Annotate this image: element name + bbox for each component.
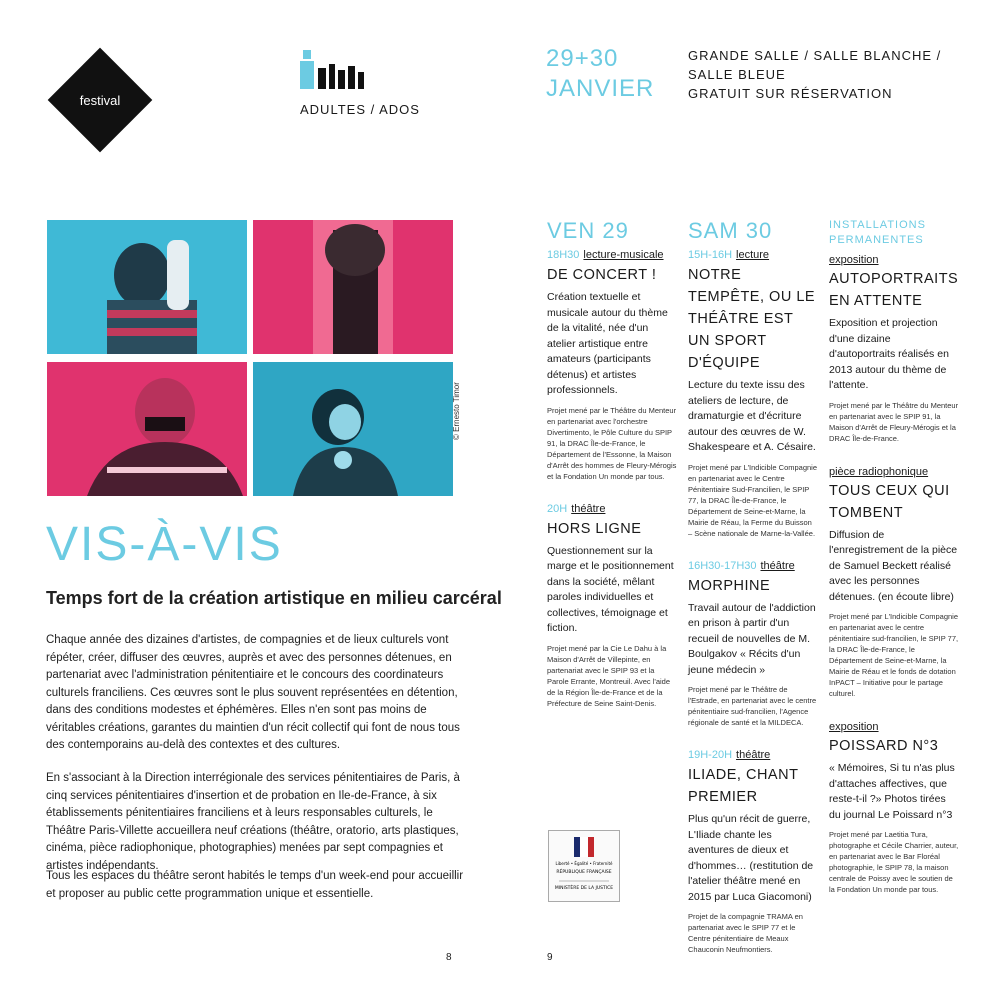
venue-line: GRATUIT SUR RÉSERVATION <box>688 86 893 101</box>
event-header <box>688 559 818 573</box>
event-type: théâtre <box>571 502 606 515</box>
installation-title: AUTOPORTRAITS EN ATTENTE <box>829 271 959 309</box>
installation-type: exposition <box>829 721 879 733</box>
friday-column <box>547 218 677 709</box>
saturday-column <box>688 218 818 955</box>
page-title: VIS-À-VIS <box>46 518 283 571</box>
installation-description: Exposition et projection d'une dizaine d'autoportraits réalisés en 2013 autour du thème de l'attente. <box>829 317 949 391</box>
event-title: ILIADE, CHANT PREMIER <box>688 767 799 805</box>
photo-cyan-1 <box>47 220 247 354</box>
event-description: Lecture du texte issu des ateliers de lecture, de dramaturgie et d'écriture autour des œuvres de W. Shakespeare et A. Césaire. <box>688 379 816 453</box>
day-heading: VEN 29 <box>547 218 629 243</box>
audience-label: ADULTES / ADOS <box>300 102 420 117</box>
event-time: 15H-16H <box>688 249 733 261</box>
event-time: 20H <box>547 502 568 515</box>
event-title: HORS LIGNE <box>547 520 642 537</box>
event-description: Questionnement sur la marge et le positionnement dans la société, mêlant paroles individuelles et collectives, témoignage et fiction. <box>547 544 674 634</box>
installations-heading: INSTALLATIONS PERMANENTES <box>829 219 926 246</box>
event-description: Plus qu'un récit de guerre, L'Iliade chante les aventures de dieux et d'hommes… (restitution de l'atelier théâtre mené en 2015 par Luca Giacomoni) <box>688 813 814 903</box>
event-title: MORPHINE <box>688 577 771 594</box>
event-header <box>547 502 677 516</box>
logo-motto: Liberté • Égalité • Fraternité <box>555 861 613 866</box>
installation-type: exposition <box>829 254 879 266</box>
festival-badge <box>48 48 152 152</box>
installation-description: Diffusion de l'enregistrement de la pièce de Samuel Beckett réalisé avec les personnes détenues. (en écoute libre) <box>829 528 958 603</box>
event-time: 18H30 <box>547 249 580 261</box>
event-description: Création textuelle et musicale autour du thème de la vitalité, née d'un atelier artistique entre amateurs (participants détenus) et artistes professionnels. <box>547 291 668 396</box>
dates-days: 29+30 <box>546 45 619 72</box>
event-header <box>688 748 818 762</box>
event-credit: Projet de la compagnie TRAMA en partenariat avec le SPIP 77 et le Centre pénitentiaire de Meaux Chauconin Neufmontiers. <box>688 912 803 954</box>
event-time: 16H30-17H30 <box>688 559 757 572</box>
day-heading: SAM 30 <box>688 218 773 243</box>
event-description: Travail autour de l'addiction en prison à partir d'un recueil de nouvelles de M. Boulgakov « Récits d'un jeune médecin » <box>688 601 816 676</box>
installation-description: « Mémoires, Si tu n'as plus d'attaches affectives, que reste-t-il ?» Photos tirées du journal Le Poissard n°3 <box>829 762 955 821</box>
event-credit: Projet mené par L'Indicible Compagnie en partenariat avec le Centre Pénitentiaire Sud-Francilien, le SPIP 77, la DRAC Île-de-France, le Département de Seine-et-Marne, la Mairie de Réau, la Ferme du Buisson – Scène nationale de Marne-la-Vallée. <box>688 462 818 538</box>
page-number-left: 8 <box>446 952 452 963</box>
event-credit: Projet mené par le Théâtre de l'Estrade, en partenariat avec le centre pénitentiaire sud-francilien, l'Agence régionale de santé et la MILDECA. <box>688 685 817 727</box>
photo-magenta-2 <box>47 362 247 496</box>
page-subtitle: Temps fort de la création artistique en milieu carcéral <box>46 588 502 608</box>
photo-credit: © Ernesto Timor <box>452 382 461 440</box>
installation-credit: Projet mené par L'Indicible Compagnie en partenariat avec le centre pénitentiaire sud-francilien, le SPIP 77, la DRAC Île-de-France, le Département de Seine-et-Marne, la Mairie de Réau et le fonds de dotation InPACT – Initiative pour le partage culturel. <box>829 612 959 698</box>
festival-label: festival <box>79 92 121 108</box>
event-header <box>547 248 677 262</box>
event-credit: Projet mené par le Théâtre du Menteur en partenariat avec l'orchestre Divertimento, le Pôle Culture du SPIP 91, la DRAC Île-de-France, le Département de l'Essonne, la Maison d'Arrêt des hommes de Fleury-Mérogis et la Fondation Un monde par tous. <box>547 405 677 481</box>
event-type: lecture <box>736 249 770 261</box>
venue-info <box>688 46 941 103</box>
event-title: NOTRE TEMPÊTE, OU LE THÉÂTRE EST UN SPORT D'ÉQUIPE <box>688 267 816 371</box>
ministry-logo <box>548 830 620 902</box>
installation-title: TOUS CEUX QUI TOMBENT <box>829 482 950 521</box>
installation-credit: Projet mené par Laetitia Tura, photographe et Cécile Charrier, auteur, en partenariat avec le Bar Floréal photographie, le SPIP 78, la maison centrale de Poissy avec le soutien de la Fondation Un monde par tous. <box>829 830 959 894</box>
installation-credit: Projet mené par le Théâtre du Menteur en partenariat avec le SPIP 91, la Maison d'Arrêt de Fleury-Mérogis et la DRAC Île-de-France. <box>829 400 959 443</box>
event-time: 19H-20H <box>688 749 733 761</box>
event-header <box>688 248 818 262</box>
body-paragraph: Tous les espaces du théâtre seront habités le temps d'un week-end pour accueillir et proposer au public cette programmation unique et essentielle. <box>46 870 464 900</box>
installation-title: POISSARD N°3 <box>829 738 939 754</box>
photo-magenta-1 <box>253 220 453 354</box>
dates-month: JANVIER <box>546 75 655 102</box>
venue-line: SALLE BLEUE <box>688 67 786 82</box>
installations-column <box>829 218 959 895</box>
event-credit: Projet mené par la Cie Le Dahu à la Maison d'Arrêt de Villepinte, en partenariat avec le SPIP 93 et la Parole Errante, Montreuil. Avec l'aide de la Région Île-de-France et de la Préfecture de Seine Saint-Denis. <box>547 643 671 708</box>
photo-cyan-2 <box>253 362 453 496</box>
audience-icon <box>300 46 366 92</box>
venue-line: GRANDE SALLE / SALLE BLANCHE / <box>688 48 942 63</box>
festival-dates <box>546 44 654 104</box>
logo-ministry: MINISTÈRE DE LA JUSTICE <box>554 886 614 891</box>
logo-republic: RÉPUBLIQUE FRANÇAISE <box>556 870 612 875</box>
body-paragraph: En s'associant à la Direction interrégionale des services pénitentiaires de Paris, à cinq services pénitentiaires d'insertion et de probation en Ile-de-France, à six établissements pénitentiaires franciliens et à leurs responsables culturels, le Théâtre Paris-Villette accueillera neuf créations (théâtre, oratorio, arts plastiques, cinéma, pièce radiophonique, photographies) menées par sept compagnies et artistes indépendants. <box>46 772 460 872</box>
body-paragraph: Chaque année des dizaines d'artistes, de compagnies et de lieux culturels vont répéter, créer, diffuser des œuvres, auprès et avec des personnes détenues, en partenariat avec l'administration pénitentiaire et le concours des coordinateurs culturels franciliens. Ces œuvres sont le plus souvent représentées en détention, dans des conditions modestes et éphémères. Elles n'en sont pas moins de véritables créations, garantes du maintien d'un récit collectif qui font de nous tous des contemporains au-delà des contextes et des cultures. <box>46 634 460 751</box>
event-type: théâtre <box>736 749 771 761</box>
event-type: lecture-musicale <box>583 249 664 261</box>
event-title: DE CONCERT ! <box>547 267 657 283</box>
event-type: théâtre <box>760 559 795 572</box>
page-number-right: 9 <box>547 952 553 963</box>
installation-type: pièce radiophonique <box>829 465 929 478</box>
